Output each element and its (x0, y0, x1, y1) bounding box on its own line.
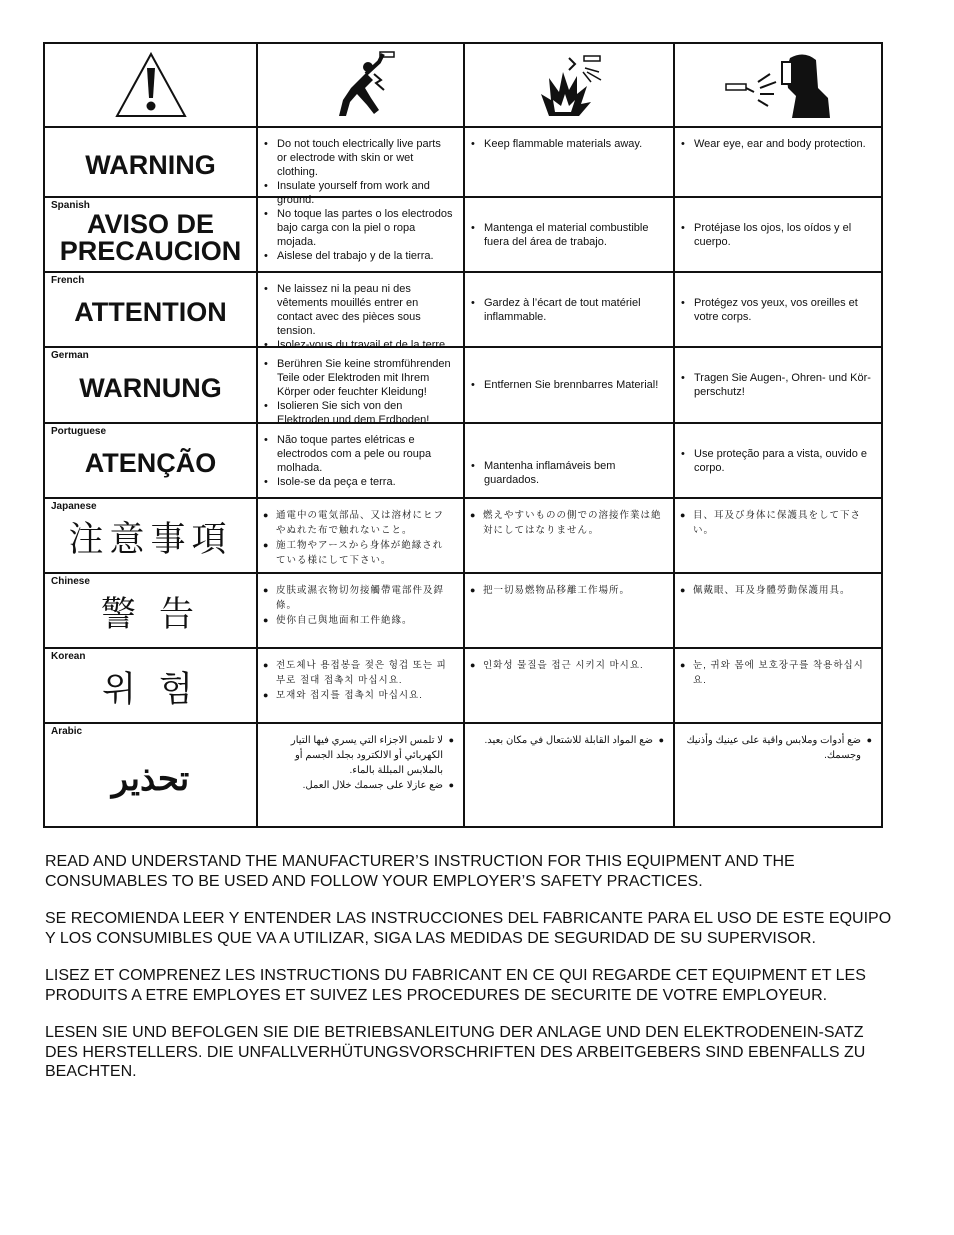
instruction-list (258, 733, 463, 793)
instruction-item: • Mantenga el material combustible fuera del área de trabajo. (465, 221, 663, 249)
instruction-item: ● ضع المواد القابلة للاشتعال في مكان بعيد. (475, 733, 667, 748)
warning-heading: ATENÇÃO (84, 448, 217, 478)
row-title-cell (45, 273, 258, 348)
instruction-list (465, 583, 673, 598)
electric-shock-cell (258, 574, 465, 649)
protection-cell (675, 424, 881, 499)
electric-shock-cell (258, 198, 465, 273)
fire-hazard-cell (465, 499, 675, 574)
instruction-list (258, 658, 463, 703)
language-label: German (51, 350, 89, 361)
instruction-list (675, 508, 881, 538)
warning-heading: 위 험 (102, 670, 199, 710)
instruction-list (675, 371, 881, 399)
language-label: Arabic (51, 726, 83, 737)
instruction-item: • Gardez à l’écart de tout matériel inflammable. (465, 296, 663, 324)
electric-shock-cell (258, 128, 465, 206)
protection-cell (675, 724, 881, 826)
protection-cell (675, 348, 881, 424)
instruction-list (675, 296, 881, 324)
instruction-item: • Protéjase los ojos, los oídos y el cuerpo. (675, 221, 871, 249)
instruction-item: • Insulate yourself from work and ground. (258, 179, 453, 207)
instruction-list (258, 137, 463, 207)
fire-explosion-icon (529, 50, 609, 120)
fire-hazard-cell (465, 273, 675, 348)
row-title-cell (45, 649, 258, 724)
row-title-cell (45, 574, 258, 649)
electric-shock-cell (258, 499, 465, 574)
eye-protection-icon (718, 48, 838, 122)
warning-heading: تحذير (111, 759, 190, 798)
instruction-item: • Entfernen Sie brennbarres Material! (465, 378, 663, 392)
instruction-list (258, 357, 463, 427)
instruction-item: ● 通電中の電気部品、又は溶材にヒフやぬれた布で触れないこと。 (258, 508, 453, 538)
language-label: Portuguese (51, 426, 107, 437)
instruction-item: • Não toque partes elétricas e electrodos com a pele ou roupa molhada. (258, 433, 453, 475)
electric-shock-cell (258, 273, 465, 351)
instruction-item: ● 인화성 물질을 접근 시키지 마시요. (465, 658, 663, 673)
instruction-list (258, 583, 463, 628)
instruction-item: • Use proteção para a vista, ouvido e corpo. (675, 447, 871, 475)
row-title-cell (45, 128, 258, 198)
row-title-cell (45, 499, 258, 574)
warning-heading: WARNUNG (79, 372, 222, 403)
fire-hazard-cell (465, 198, 675, 273)
protection-cell (675, 128, 881, 198)
row-title-cell (45, 198, 258, 273)
instruction-paragraphs (45, 852, 895, 1100)
instruction-list (675, 221, 881, 249)
instruction-list (465, 378, 673, 392)
instruction-item: ● 모재와 접지를 접촉치 마십시요. (258, 688, 453, 703)
instruction-list (258, 433, 463, 489)
row-title-cell (45, 348, 258, 424)
warning-heading: 警 告 (100, 595, 201, 635)
instruction-item: ● 使你自己與地面和工件絶緣。 (258, 613, 453, 628)
protection-cell (675, 574, 881, 649)
warning-heading: WARNING (85, 149, 216, 180)
fire-hazard-cell (465, 348, 675, 424)
fire-hazard-cell (465, 574, 675, 649)
instruction-list (465, 658, 673, 673)
instruction-list (465, 508, 673, 538)
instruction-list (465, 296, 673, 324)
multilingual-warning-table (43, 42, 883, 828)
instruction-item: • Wear eye, ear and body protection. (675, 137, 871, 151)
instruction-item: • Ne laissez ni la peau ni des vêtements mouillés entrer en contact avec des pièces sous tension. (258, 282, 453, 338)
instruction-item: ● 皮肤或濕衣物切勿接觸帶電部件及銲條。 (258, 583, 453, 613)
instruction-item: ● ضع أدوات وملابس واقية على عينيك وأذنيك وجسمك. (685, 733, 875, 763)
language-label: Chinese (51, 576, 90, 587)
fire-hazard-cell (465, 649, 675, 724)
instruction-item: • Isole-se da peça e terra. (258, 475, 453, 489)
instruction-list (465, 221, 673, 249)
electric-shock-cell (258, 424, 465, 499)
instruction-item: • Protégez vos yeux, vos oreilles et votre corps. (675, 296, 871, 324)
instruction-item: ● 佩戴眼、耳及身體勞動保護用具。 (675, 583, 871, 598)
language-label: French (51, 275, 85, 286)
instruction-item: ● لا تلمس الاجزاء التي يسري فيها التيار الكهربائي أو الالكترود بجلد الجسم أو بالملابس المبللة بالماء. (268, 733, 457, 778)
instruction-item: ● 目、耳及び身体に保護具をして下さい。 (675, 508, 871, 538)
header-icon-cell (258, 44, 465, 128)
instruction-list (465, 733, 673, 748)
instruction-item: • Aislese del trabajo y de la tierra. (258, 249, 453, 263)
instruction-item: • Berühren Sie keine stromführenden Teile oder Elektroden mit Ihrem Körper oder feuchter Kleidung! (258, 357, 453, 399)
protection-cell (675, 499, 881, 574)
instruction-paragraph-spanish: SE RECOMIENDA LEER Y ENTENDER LAS INSTRUCCIONES DEL FABRICANTE PARA EL USO DE ESTE EQUIPO Y LOS CONSUMIBLES QUE VA A UTILIZAR, SIGA LAS MEDIDAS DE SEGURIDAD DE SU SUPERVISOR. (45, 910, 892, 947)
instruction-item: • Isolieren Sie sich von den Elektroden und dem Erdboden! (258, 399, 453, 427)
instruction-item: ● 燃えやすいものの側での溶接作業は絶対にしてはなりません。 (465, 508, 663, 538)
instruction-list (258, 282, 463, 352)
row-title-cell (45, 424, 258, 499)
language-label: Korean (51, 651, 86, 662)
instruction-item: ● 施工物やアースから身体が絶縁されている様にして下さい。 (258, 538, 453, 568)
instruction-list (675, 583, 881, 598)
language-label: Japanese (51, 501, 97, 512)
fire-hazard-cell (465, 724, 675, 826)
instruction-paragraph-german: LESEN SIE UND BEFOLGEN SIE DIE BETRIEBSANLEITUNG DER ANLAGE UND DEN ELEKTRODENEIN-SATZ DES HERSTELLERS. DIE UNFALLVERHÜTUNGSVORSCHRIFTEN DES ARBEITGEBERS SIND EBENFALLS ZU BEACHTEN. (45, 1024, 866, 1080)
instruction-item: ● 눈, 귀와 몸에 보호장구를 착용하십시요. (675, 658, 871, 688)
electric-shock-cell (258, 649, 465, 724)
warning-heading: ATTENTION (74, 297, 227, 327)
instruction-item: • No toque las partes o los electrodos bajo carga con la piel o ropa mojada. (258, 207, 453, 249)
header-icon-cell (675, 44, 881, 128)
instruction-item: ● 전도체나 용접봉을 젖은 헝겁 또는 피부로 절대 접촉치 마십시요. (258, 658, 453, 688)
instruction-list (675, 658, 881, 688)
instruction-list (258, 508, 463, 568)
language-label: Spanish (51, 200, 90, 211)
electric-shock-cell (258, 348, 465, 424)
header-icon-cell (45, 44, 258, 128)
instruction-list (258, 207, 463, 263)
instruction-item: • Tragen Sie Augen-, Ohren- und Kör-perschutz! (675, 371, 871, 399)
instruction-paragraph-english: READ AND UNDERSTAND THE MANUFACTURER’S INSTRUCTION FOR THIS EQUIPMENT AND THE CONSUMABLES TO BE USED AND FOLLOW YOUR EMPLOYER’S SAFETY PRACTICES. (45, 853, 795, 890)
instruction-list (465, 137, 673, 151)
instruction-item: ● 把一切易燃物品移離工作場所。 (465, 583, 663, 598)
instruction-list (675, 137, 881, 151)
protection-cell (675, 273, 881, 348)
instruction-list (465, 459, 673, 487)
fire-hazard-cell (465, 128, 675, 198)
instruction-list (675, 733, 881, 763)
instruction-item: • Mantenha inflamáveis bem guardados. (465, 459, 663, 487)
warning-heading: 注意事項 (68, 520, 233, 560)
instruction-list (675, 447, 881, 475)
instruction-item: • Isolez-vous du travail et de la terre. (258, 338, 453, 352)
protection-cell (675, 649, 881, 724)
protection-cell (675, 198, 881, 273)
row-title-cell (45, 724, 258, 826)
header-icon-cell (465, 44, 675, 128)
electric-shock-cell (258, 724, 465, 826)
instruction-item: ● ضع عازلا على جسمك خلال العمل. (268, 778, 457, 793)
fire-hazard-cell (465, 424, 675, 499)
warning-triangle-icon (114, 50, 188, 120)
electric-shock-icon (321, 50, 401, 120)
instruction-item: • Keep flammable materials away. (465, 137, 663, 151)
instruction-paragraph-french: LISEZ ET COMPRENEZ LES INSTRUCTIONS DU FABRICANT EN CE QUI REGARDE CET EQUIPMENT ET LES PRODUITS A ETRE EMPLOYES ET SUIVEZ LES PROCEDURES DE SECURITE DE VOTRE EMPLOYEUR. (45, 967, 866, 1004)
warning-heading: AVISO DE PRECAUCION (59, 208, 242, 266)
instruction-item: • Do not touch electrically live parts or electrode with skin or wet clothing. (258, 137, 453, 179)
